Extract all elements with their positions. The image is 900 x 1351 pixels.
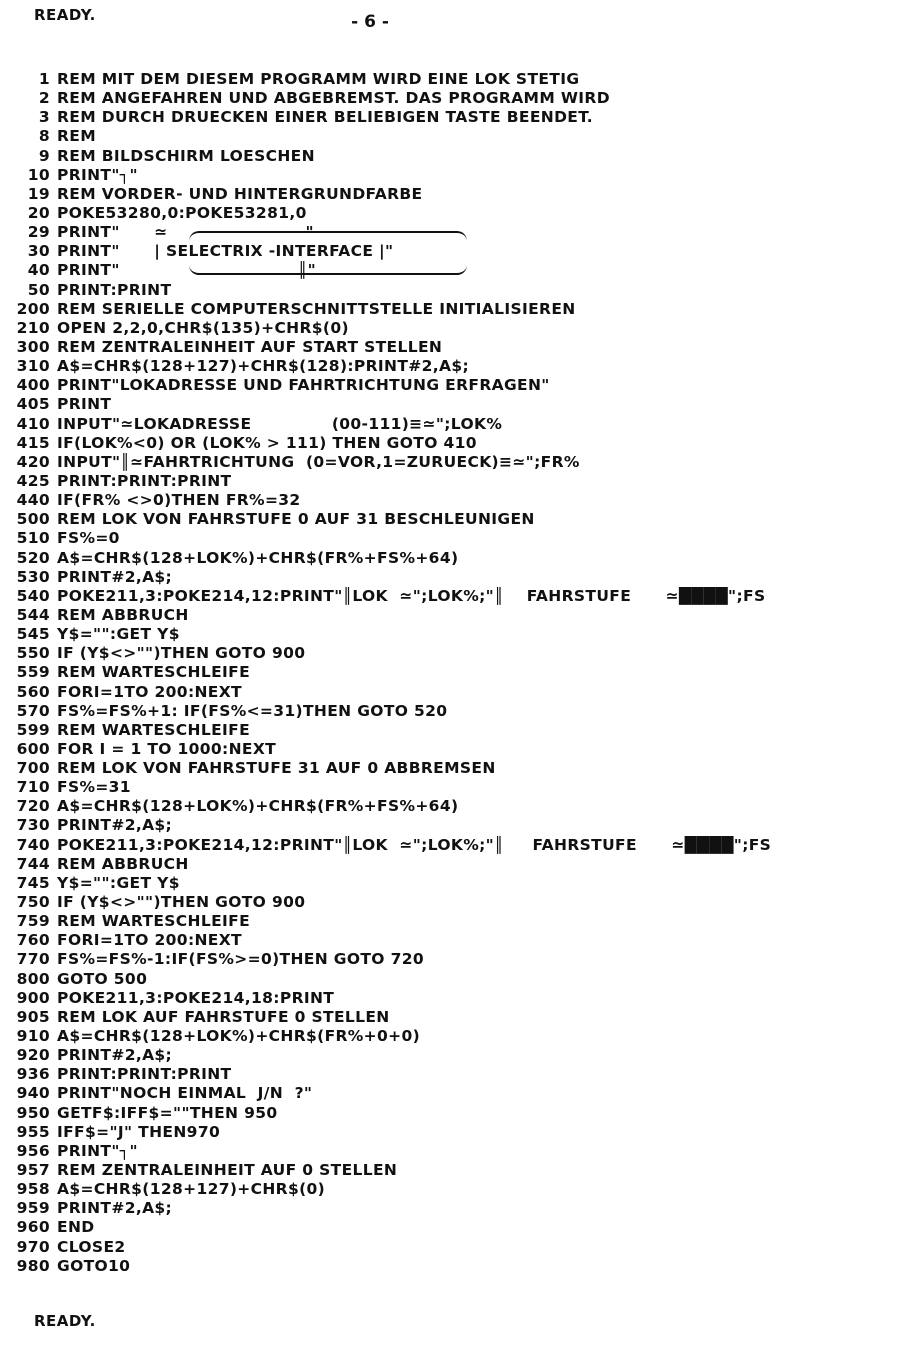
line-number: 980 [16, 1256, 50, 1275]
line-number: 30 [27, 242, 50, 261]
line-code: Y$="":GET Y$ [57, 625, 180, 644]
program-line [0, 453, 900, 472]
program-line [0, 663, 900, 682]
program-line [0, 395, 900, 414]
line-number: 600 [16, 739, 50, 758]
program-line [0, 300, 900, 319]
line-code: POKE211,3:POKE214,12:PRINT"║LOK ≃";LOK%;"║ FAHRSTUFE ≃████";FS [57, 586, 766, 605]
line-number: 958 [16, 1180, 50, 1199]
line-code: FORI=1TO 200:NEXT [57, 682, 242, 701]
line-code: GETF$:IFF$=""THEN 950 [57, 1103, 278, 1122]
line-code: REM [57, 127, 96, 146]
line-number: 545 [16, 625, 50, 644]
line-number: 10 [27, 165, 50, 184]
line-code: PRINT"┐" [57, 165, 138, 184]
footer-ready-text: READY. [34, 1312, 96, 1330]
program-line [0, 1218, 900, 1237]
line-number: 400 [16, 376, 50, 395]
program-line [0, 89, 900, 108]
line-number: 800 [16, 969, 50, 988]
line-code: GOTO10 [57, 1256, 131, 1275]
line-number: 425 [16, 471, 50, 490]
line-number: 560 [16, 682, 50, 701]
header-ready-text: READY. [34, 6, 96, 24]
line-number: 570 [16, 701, 50, 720]
line-code: REM MIT DEM DIESEM PROGRAMM WIRD EINE LOK STETIG [57, 70, 580, 88]
program-line [0, 989, 900, 1008]
program-line [0, 510, 900, 529]
line-number: 1 [38, 70, 50, 88]
line-code: PRINT" | SELECTRIX -INTERFACE |" [57, 242, 394, 261]
line-code: INPUT"≃LOKADRESSE (00-111)≡≃";LOK% [57, 414, 503, 433]
program-line [0, 816, 900, 835]
program-line [0, 127, 900, 146]
line-code: PRINT"┐" [57, 1141, 138, 1160]
line-number: 19 [27, 184, 50, 203]
line-number: 415 [16, 433, 50, 452]
program-line [0, 1238, 900, 1257]
line-number: 920 [16, 1046, 50, 1065]
program-line [0, 166, 900, 185]
line-number: 700 [16, 759, 50, 778]
line-number: 9 [38, 146, 50, 165]
line-number: 910 [16, 1027, 50, 1046]
line-code: REM ZENTRALEINHEIT AUF 0 STELLEN [57, 1161, 398, 1180]
line-code: A$=CHR$(128+127)+CHR$(128):PRINT#2,A$; [57, 357, 470, 376]
program-line [0, 721, 900, 740]
program-line [0, 797, 900, 816]
line-code: A$=CHR$(128+127)+CHR$(0) [57, 1180, 326, 1199]
program-line [0, 587, 900, 606]
program-line [0, 644, 900, 663]
line-code: IF (Y$<>"")THEN GOTO 900 [57, 893, 306, 912]
program-line [0, 950, 900, 969]
line-number: 740 [16, 835, 50, 854]
line-code: A$=CHR$(128+LOK%)+CHR$(FR%+0+0) [57, 1027, 421, 1046]
line-number: 540 [16, 586, 50, 605]
line-code: END [57, 1218, 95, 1237]
line-code: PRINT#2,A$; [57, 1199, 173, 1218]
line-code: POKE211,3:POKE214,18:PRINT [57, 988, 335, 1007]
program-line [0, 970, 900, 989]
program-line [0, 319, 900, 338]
program-line [0, 855, 900, 874]
line-number: 745 [16, 873, 50, 892]
program-line [0, 357, 900, 376]
line-code: PRINT#2,A$; [57, 1046, 173, 1065]
program-line [0, 931, 900, 950]
line-code: REM WARTESCHLEIFE [57, 720, 251, 739]
line-number: 530 [16, 567, 50, 586]
line-code: REM SERIELLE COMPUTERSCHNITTSTELLE INITIALISIEREN [57, 299, 576, 318]
program-line [0, 740, 900, 759]
program-line [0, 204, 900, 223]
line-number: 410 [16, 414, 50, 433]
line-number: 29 [27, 223, 50, 242]
program-line [0, 108, 900, 127]
line-number: 420 [16, 452, 50, 471]
line-code: FS%=FS%+1: IF(FS%<=31)THEN GOTO 520 [57, 701, 448, 720]
program-line [0, 683, 900, 702]
program-line [0, 606, 900, 625]
line-number: 300 [16, 337, 50, 356]
line-number: 955 [16, 1122, 50, 1141]
program-line [0, 1180, 900, 1199]
program-line [0, 1257, 900, 1276]
line-number: 3 [38, 108, 50, 127]
line-code: INPUT"║≃FAHRTRICHTUNG (0=VOR,1=ZURUECK)≡≃";FR% [57, 452, 580, 471]
program-line [0, 185, 900, 204]
line-number: 744 [16, 854, 50, 873]
program-line [0, 1123, 900, 1142]
program-line [0, 1084, 900, 1103]
program-line [0, 702, 900, 721]
line-code: PRINT"NOCH EINMAL J/N ?" [57, 1084, 313, 1103]
line-number: 900 [16, 988, 50, 1007]
line-number: 20 [27, 203, 50, 222]
line-code: FS%=31 [57, 778, 131, 797]
line-number: 959 [16, 1199, 50, 1218]
line-number: 750 [16, 893, 50, 912]
line-code: GOTO 500 [57, 969, 148, 988]
line-number: 550 [16, 644, 50, 663]
line-number: 200 [16, 299, 50, 318]
line-number: 8 [38, 127, 50, 146]
line-code: A$=CHR$(128+LOK%)+CHR$(FR%+FS%+64) [57, 797, 459, 816]
program-line [0, 836, 900, 855]
line-number: 960 [16, 1218, 50, 1237]
line-code: REM ABBRUCH [57, 605, 189, 624]
line-code: REM WARTESCHLEIFE [57, 663, 251, 682]
program-line [0, 1199, 900, 1218]
line-number: 905 [16, 1007, 50, 1026]
line-number: 510 [16, 529, 50, 548]
program-line [0, 491, 900, 510]
line-number: 599 [16, 720, 50, 739]
line-number: 50 [27, 280, 50, 299]
program-line [0, 1046, 900, 1065]
program-line [0, 759, 900, 778]
line-code: PRINT" ≃ " [57, 223, 314, 242]
line-code: PRINT" ║" [57, 261, 317, 280]
program-line [0, 778, 900, 797]
program-line [0, 1027, 900, 1046]
line-code: POKE53280,0:POKE53281,0 [57, 203, 307, 222]
program-line [0, 893, 900, 912]
line-code: PRINT"LOKADRESSE UND FAHRTRICHTUNG ERFRAGEN" [57, 376, 550, 395]
line-code: PRINT#2,A$; [57, 567, 173, 586]
program-line [0, 1008, 900, 1027]
program-line [0, 338, 900, 357]
line-code: PRINT [57, 395, 112, 414]
page-number: - 6 - [351, 12, 389, 32]
line-number: 500 [16, 510, 50, 529]
line-code: A$=CHR$(128+LOK%)+CHR$(FR%+FS%+64) [57, 548, 459, 567]
line-code: REM ZENTRALEINHEIT AUF START STELLEN [57, 337, 443, 356]
line-code: REM LOK VON FAHRSTUFE 31 AUF 0 ABBREMSEN [57, 759, 496, 778]
line-number: 2 [38, 89, 50, 108]
line-number: 544 [16, 605, 50, 624]
program-line [0, 1161, 900, 1180]
line-code: CLOSE2 [57, 1237, 126, 1256]
line-number: 936 [16, 1065, 50, 1084]
line-code: REM VORDER- UND HINTERGRUNDFARBE [57, 184, 423, 203]
line-code: FS%=0 [57, 529, 120, 548]
line-code: REM ABBRUCH [57, 854, 189, 873]
line-code: REM LOK AUF FAHRSTUFE 0 STELLEN [57, 1007, 390, 1026]
line-number: 559 [16, 663, 50, 682]
line-code: POKE211,3:POKE214,12:PRINT"║LOK ≃";LOK%;"║ FAHRSTUFE ≃████";FS [57, 835, 772, 854]
program-line [0, 625, 900, 644]
line-code: FS%=FS%-1:IF(FS%>=0)THEN GOTO 720 [57, 950, 424, 969]
line-number: 520 [16, 548, 50, 567]
line-code: IF(LOK%<0) OR (LOK% > 111) THEN GOTO 410 [57, 433, 477, 452]
program-line [0, 529, 900, 548]
line-code: IF(FR% <>0)THEN FR%=32 [57, 491, 301, 510]
program-line [0, 472, 900, 491]
line-code: REM BILDSCHIRM LOESCHEN [57, 146, 315, 165]
line-code: REM LOK VON FAHRSTUFE 0 AUF 31 BESCHLEUNIGEN [57, 510, 535, 529]
line-number: 440 [16, 491, 50, 510]
line-code: Y$="":GET Y$ [57, 873, 180, 892]
line-number: 405 [16, 395, 50, 414]
line-number: 210 [16, 318, 50, 337]
line-code: FOR I = 1 TO 1000:NEXT [57, 739, 277, 758]
line-number: 770 [16, 950, 50, 969]
line-code: IFF$="J" THEN970 [57, 1122, 221, 1141]
program-line [0, 912, 900, 931]
line-code: REM DURCH DRUECKEN EINER BELIEBIGEN TASTE BEENDET. [57, 108, 594, 127]
program-line [0, 281, 900, 300]
line-number: 759 [16, 912, 50, 931]
line-number: 730 [16, 816, 50, 835]
line-number: 950 [16, 1103, 50, 1122]
program-line [0, 1065, 900, 1084]
line-number: 956 [16, 1141, 50, 1160]
line-code: FORI=1TO 200:NEXT [57, 931, 242, 950]
program-line [0, 1142, 900, 1161]
line-code: PRINT:PRINT:PRINT [57, 471, 232, 490]
line-number: 710 [16, 778, 50, 797]
program-line [0, 568, 900, 587]
line-code: REM WARTESCHLEIFE [57, 912, 251, 931]
line-code: PRINT:PRINT [57, 280, 172, 299]
program-line [0, 1104, 900, 1123]
program-line [0, 70, 900, 89]
program-line [0, 376, 900, 395]
selectrix-title-box [189, 231, 467, 275]
program-line [0, 874, 900, 893]
line-number: 940 [16, 1084, 50, 1103]
line-number: 720 [16, 797, 50, 816]
line-number: 310 [16, 357, 50, 376]
line-code: OPEN 2,2,0,CHR$(135)+CHR$(0) [57, 318, 349, 337]
line-code: PRINT:PRINT:PRINT [57, 1065, 232, 1084]
line-code: REM ANGEFAHREN UND ABGEBREMST. DAS PROGRAMM WIRD [57, 89, 610, 108]
program-line [0, 147, 900, 166]
line-number: 40 [27, 261, 50, 280]
program-line [0, 549, 900, 568]
line-number: 957 [16, 1161, 50, 1180]
line-code: IF (Y$<>"")THEN GOTO 900 [57, 644, 306, 663]
program-line [0, 434, 900, 453]
program-line [0, 415, 900, 434]
line-code: PRINT#2,A$; [57, 816, 173, 835]
line-number: 970 [16, 1237, 50, 1256]
line-number: 760 [16, 931, 50, 950]
